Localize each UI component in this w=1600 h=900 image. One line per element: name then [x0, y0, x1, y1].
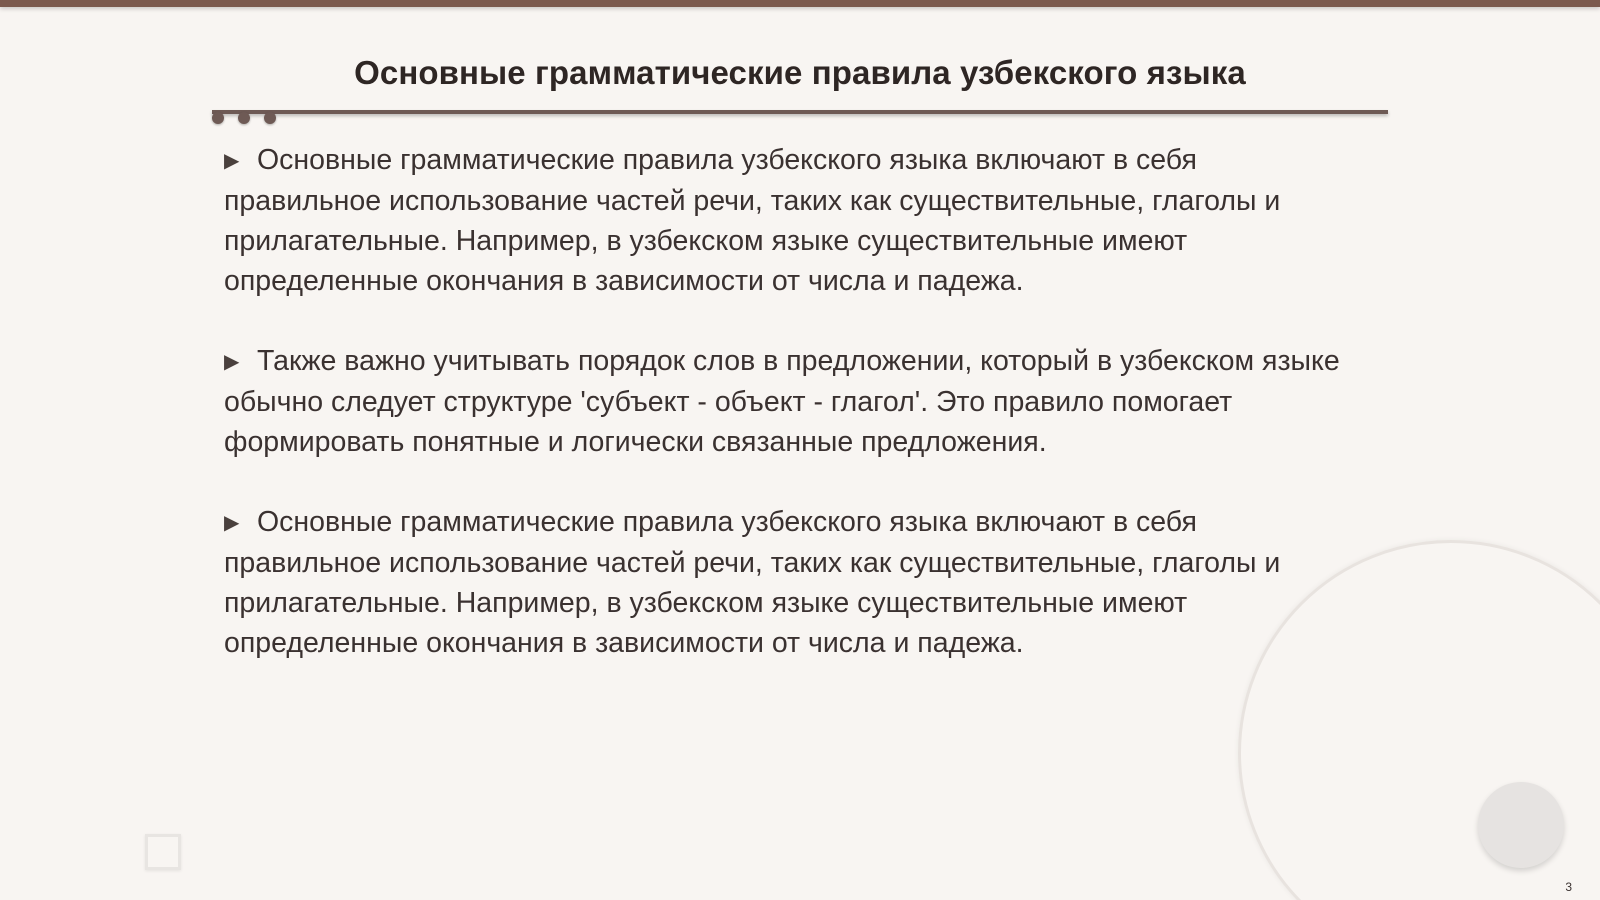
bullet-text: Также важно учитывать порядок слов в предложении, который в узбекском языке обычно следует структуре 'субъект - объект - глагол'. Это правило помогает формировать понятные и логически связанные предложения. [224, 345, 1340, 458]
triangle-right-icon: ▶ [224, 351, 240, 373]
bullet-text: Основные грамматические правила узбекского языка включают в себя правильное использование частей речи, таких как существительные, глаголы и прилагательные. Например, в узбекском языке существительные имеют определенные окончания в зависимости от числа и падежа. [224, 506, 1281, 659]
top-accent-bar [0, 0, 1600, 7]
bullet-list [224, 140, 1354, 703]
underline-dot [264, 112, 276, 124]
bullet-text: Основные грамматические правила узбекского языка включают в себя правильное использование частей речи, таких как существительные, глаголы и прилагательные. Например, в узбекском языке существительные имеют определенные окончания в зависимости от числа и падежа. [224, 144, 1281, 297]
bullet-paragraph [224, 502, 1354, 663]
triangle-right-icon: ▶ [224, 512, 240, 534]
bullet-paragraph [224, 140, 1354, 301]
decorative-circle-filled [1478, 782, 1564, 868]
slide-title: Основные грамматические правила узбекского языка [354, 54, 1246, 91]
underline-dot [212, 112, 224, 124]
triangle-right-icon: ▶ [224, 150, 240, 172]
decorative-square [145, 834, 181, 870]
page-number: 3 [1565, 880, 1572, 894]
bullet-paragraph [224, 341, 1354, 462]
title-underline [212, 110, 1388, 114]
underline-dot [238, 112, 250, 124]
